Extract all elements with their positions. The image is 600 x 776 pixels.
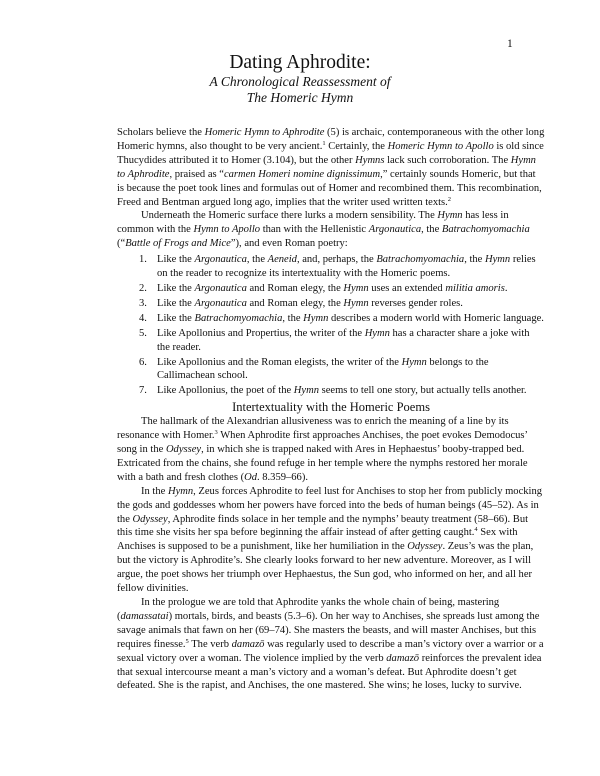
italic-text: Homeric Hymn to Aphrodite bbox=[204, 127, 325, 138]
text-run: Like Apollonius, the poet of the bbox=[157, 385, 294, 397]
text-run: (5) is archaic, contemporaneous with the other long Homeric hymns, also thought to be very ancient. bbox=[117, 127, 545, 152]
title-block bbox=[0, 52, 600, 106]
text-run: , in which she is trapped naked with Ares in Hephaestus’ booby-trapped bed. Extricated from the chains, she found refuge in her temple where the nymphs restored her morale with a bath and fresh clothes ( bbox=[117, 444, 528, 483]
text-run: ) mortals, birds, and beasts (5.3–6). On her way to Anchises, she spreads lust among the savage animals that fawn on her (69–74). She masters the beasts, and will master Anchises, but this requires finesse. bbox=[117, 610, 540, 650]
list-item-number: 4. bbox=[139, 312, 147, 324]
text-run: Like the bbox=[157, 254, 195, 266]
text-run: , Aphrodite finds solace in her temple and the nymphs’ beauty treatment (58–66). But this time she visits her spa before beginning the affair instead of after getting caught. bbox=[117, 513, 529, 539]
text-run: , the bbox=[282, 312, 304, 324]
text-run: lack such corroboration. The bbox=[384, 154, 511, 166]
text-run: , the bbox=[246, 254, 268, 266]
list-item bbox=[139, 356, 545, 384]
list-item bbox=[139, 282, 545, 296]
italic-text: Argonautica bbox=[194, 297, 247, 309]
italic-text: Hymn bbox=[364, 327, 390, 339]
italic-text: Batrachomyomachia bbox=[376, 254, 465, 266]
text-run: . Zeus’s was the plan, but the victory is Aphrodite’s. She clearly looks forward to her new adventure. Moreover, as I will argue, the poet shows her triumph over Hephaestus, the Sun god, who informed on her, and all her fellow divinities. bbox=[117, 541, 534, 595]
footnote-ref[interactable]: 1 bbox=[322, 139, 326, 147]
italic-text: Hymn to Aphrodite bbox=[117, 154, 536, 180]
text-run: The hallmark of the Alexandrian allusiveness was to enrich the meaning of a line by its resonance with Homer. bbox=[117, 416, 509, 442]
text-run: uses an extended bbox=[368, 282, 446, 294]
text-run: In the prologue we are told that Aphrodite yanks the whole chain of being, mastering ( bbox=[117, 597, 500, 622]
italic-text: Hymn bbox=[343, 282, 369, 294]
footnote-ref[interactable]: 2 bbox=[447, 195, 452, 203]
italic-text: Hymn bbox=[437, 210, 463, 222]
italic-text: Aeneid bbox=[267, 254, 297, 266]
italic-text: Hymn bbox=[293, 385, 319, 397]
paragraph bbox=[117, 209, 545, 251]
italic-text: militia amoris bbox=[445, 282, 505, 294]
list-item-number: 6. bbox=[139, 356, 147, 368]
section-paragraphs bbox=[117, 415, 545, 693]
list-item bbox=[139, 297, 545, 311]
page-number: 1 bbox=[507, 38, 513, 50]
paper-title: Dating Aphrodite: bbox=[229, 52, 371, 73]
text-run: Scholars believe the bbox=[117, 127, 205, 138]
list-item-number: 2. bbox=[139, 282, 147, 294]
text-run: describes a modern world with Homeric language. bbox=[328, 312, 544, 324]
paragraph bbox=[117, 485, 545, 596]
text-run: , Zeus forces Aphrodite to feel lust for Anchises to stop her from publicly mocking the gods and goddesses whom her powers have forced into the beds of human beings (45–52). As in the bbox=[117, 485, 543, 525]
text-run: reverses gender roles. bbox=[368, 297, 463, 309]
text-run: . 8.359–66). bbox=[257, 471, 308, 483]
italic-text: Odyssey bbox=[407, 541, 443, 553]
italic-text: damassatai bbox=[120, 610, 169, 622]
text-run: , and, perhaps, the bbox=[296, 254, 377, 266]
italic-text: Batrachomyomachia bbox=[194, 312, 283, 324]
text-run: than with the Hellenistic bbox=[260, 224, 369, 236]
footnote-ref[interactable]: 5 bbox=[185, 637, 189, 645]
italic-text: Argonautica bbox=[194, 254, 247, 266]
italic-text: Batrachomyomachia bbox=[441, 224, 530, 236]
text-run: Sex with Anchises is supposed to be a punishment, like her humiliation in the bbox=[117, 527, 518, 553]
text-run: and Roman elegy, the bbox=[246, 282, 344, 294]
list-item bbox=[139, 253, 545, 281]
paragraph bbox=[117, 126, 545, 209]
text-run: ”), and even Roman poetry: bbox=[230, 238, 348, 250]
italic-text: Argonautica bbox=[368, 224, 422, 236]
body-text bbox=[117, 126, 545, 693]
text-run: reinforces the prevalent idea that sexual intercourse meant a man’s victory and a woman’s defeat. But Aphrodite doesn’t get defeated. She is the rapist, and Anchises, the one mastered. She wins; he loses, lucky to survive. bbox=[117, 652, 542, 692]
text-run: is old since Thucydides attributed it to Homer (3.104), but the other bbox=[117, 140, 544, 166]
footnote-ref[interactable]: 3 bbox=[214, 429, 218, 437]
italic-text: Hymn bbox=[167, 485, 194, 497]
list-item bbox=[139, 327, 545, 355]
text-run: Like Apollonius and Propertius, the writer of the bbox=[157, 327, 365, 339]
italic-text: Homeric Hymn to Apollo bbox=[387, 140, 494, 152]
text-run: has less in common with the bbox=[117, 210, 509, 236]
italic-text: Hymn bbox=[401, 356, 427, 368]
list-item-number: 7. bbox=[139, 385, 147, 397]
text-run: ,” certainly sounds Homeric, but that is because the poet took lines and formulas out of Homer and recombined them. This recombination, Freed and Bentman argued long ago, implies that the writer used written texts. bbox=[117, 168, 542, 208]
italic-text: Odyssey bbox=[165, 444, 202, 456]
list-item bbox=[139, 384, 545, 398]
text-run: In the bbox=[141, 485, 168, 497]
text-run: Certainly, the bbox=[325, 140, 388, 152]
italic-text: Odyssey bbox=[132, 513, 168, 525]
text-run: relies on the reader to recognize its intertextuality with the Homeric poems. bbox=[157, 254, 536, 280]
italic-text: damazō bbox=[386, 652, 420, 664]
text-run: When Aphrodite first approaches Anchises, the poet evokes Demodocus’ song in the bbox=[117, 430, 528, 456]
italic-text: carmen Homeri nomine dignissimum bbox=[223, 168, 381, 180]
paper-subtitle-line-1: A Chronological Reassessment of bbox=[209, 74, 391, 89]
text-run: , the bbox=[421, 224, 442, 236]
text-run: Like the bbox=[157, 282, 195, 294]
text-run: , praised as “ bbox=[169, 168, 224, 180]
text-run: was regularly used to describe a man’s victory over a warrior or a sexual victory over a woman. The violence implied by the verb bbox=[117, 638, 544, 664]
italic-text: Argonautica bbox=[194, 282, 247, 294]
text-run: Like Apollonius and the Roman elegists, the writer of the bbox=[157, 356, 402, 368]
italic-text: Battle of Frogs and Mice bbox=[125, 238, 231, 250]
italic-text: Hymn bbox=[484, 254, 511, 266]
paper-subtitle-line-2: The Homeric Hymn bbox=[246, 90, 354, 105]
list-item-number: 3. bbox=[139, 297, 147, 309]
numbered-list bbox=[117, 253, 545, 398]
italic-text: damazō bbox=[231, 638, 265, 650]
section-heading: Intertextuality with the Homeric Poems bbox=[232, 400, 430, 415]
list-item bbox=[139, 312, 545, 326]
text-run: , the bbox=[464, 254, 485, 266]
footnote-ref[interactable]: 4 bbox=[474, 526, 478, 534]
text-run: Like the bbox=[157, 312, 195, 324]
text-run: (“ bbox=[117, 238, 126, 250]
paragraph bbox=[117, 415, 545, 485]
italic-text: Hymn bbox=[303, 312, 329, 324]
text-run: . bbox=[504, 282, 508, 294]
text-run: Like the bbox=[157, 297, 195, 309]
italic-text: Od bbox=[244, 471, 257, 483]
text-run: has a character share a joke with the reader. bbox=[157, 327, 530, 353]
italic-text: Hymn bbox=[343, 297, 369, 309]
text-run: Underneath the Homeric surface there lurks a modern sensibility. The bbox=[141, 210, 438, 222]
text-run: The verb bbox=[188, 638, 232, 650]
italic-text: Hymns bbox=[355, 154, 385, 166]
italic-text: Hymn to Apollo bbox=[193, 224, 261, 236]
list-item-number: 1. bbox=[139, 254, 147, 266]
list-item-number: 5. bbox=[139, 327, 147, 339]
text-run: seems to tell one story, but actually tells another. bbox=[319, 385, 527, 397]
text-run: and Roman elegy, the bbox=[246, 297, 344, 309]
intro-paragraphs bbox=[117, 126, 545, 251]
text-run: belongs to the Callimachean school. bbox=[157, 356, 489, 382]
paragraph bbox=[117, 596, 545, 693]
